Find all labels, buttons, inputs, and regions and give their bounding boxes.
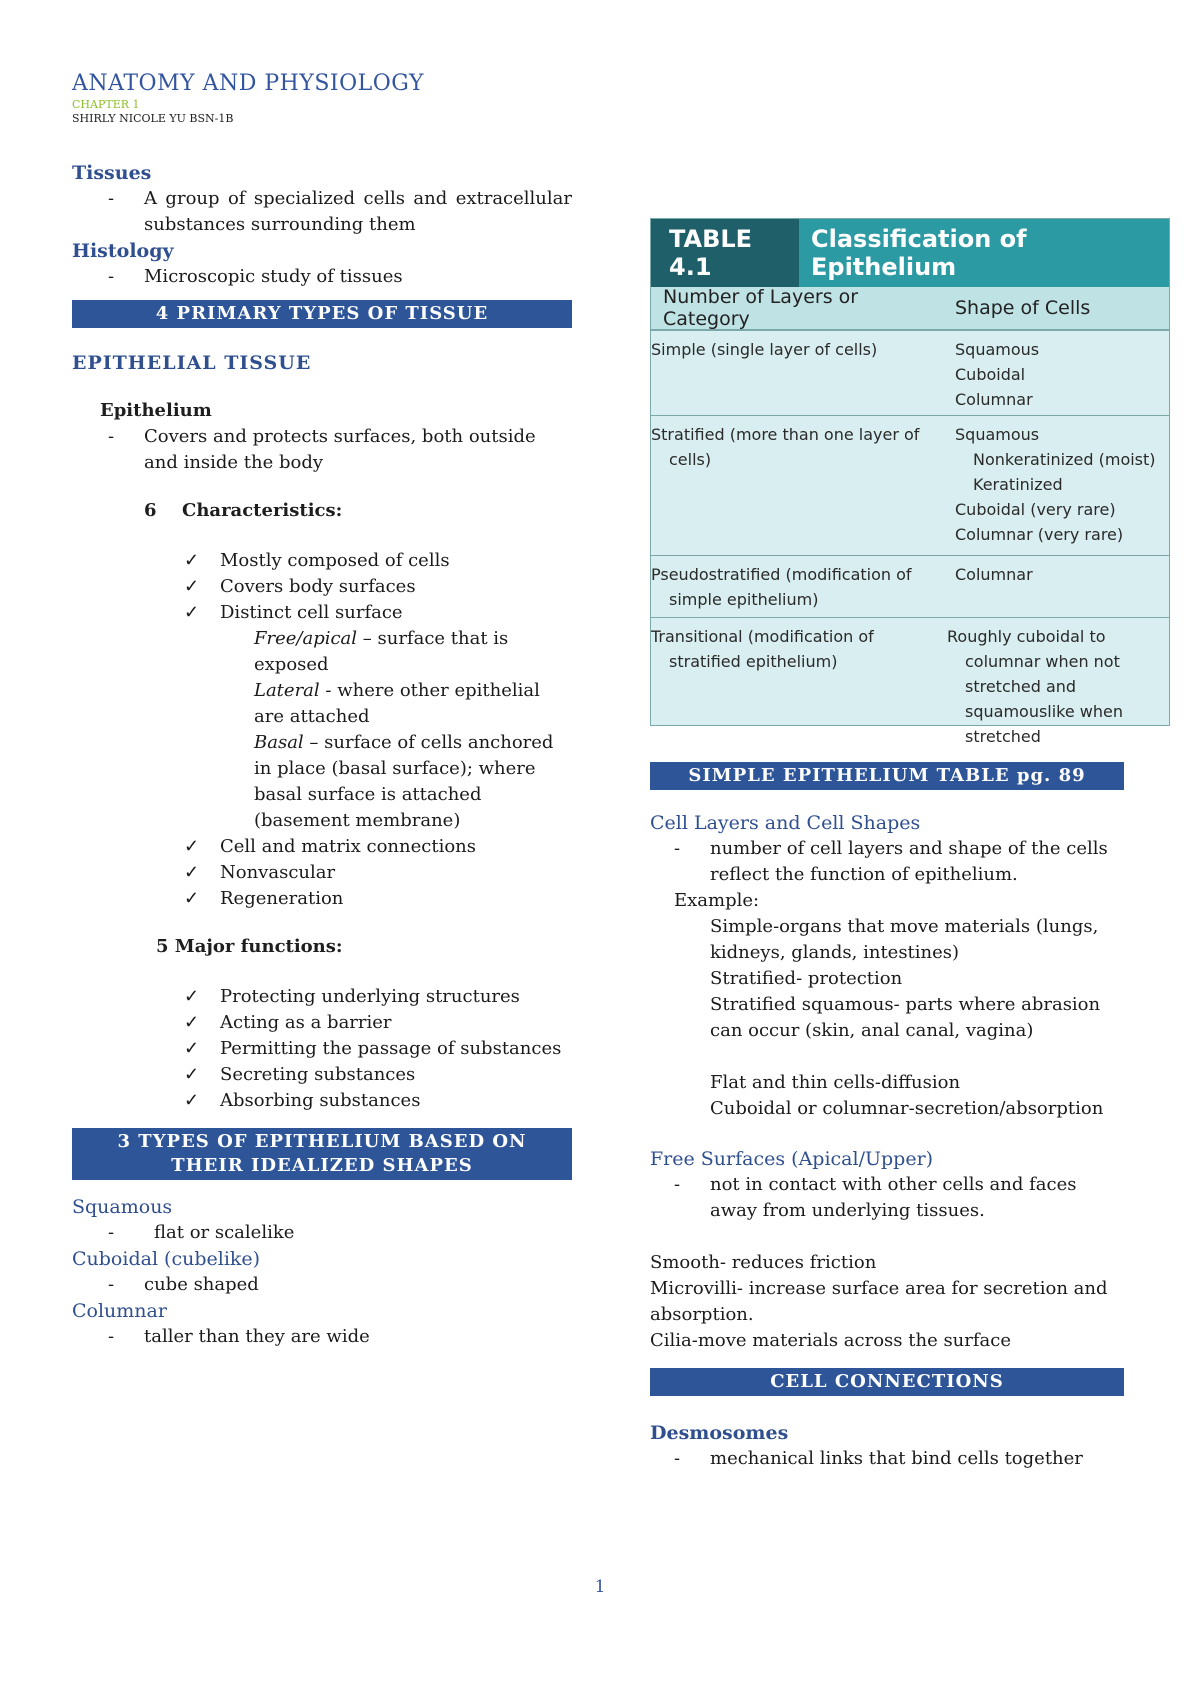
desmosomes-definition: - mechanical links that bind cells together xyxy=(674,1448,1083,1469)
table-row: Stratified (more than one layer of cells) Squamous Nonkeratinized (moist) Keratinized Cuboidal (very rare) Columnar (very rare) xyxy=(651,416,1169,556)
shape-columnar-desc: - taller than they are wide xyxy=(108,1326,370,1347)
tissues-definition: - A group of specialized cells and extracellular substances surrounding them xyxy=(108,188,572,235)
left-column xyxy=(72,70,572,1350)
shape-squamous-desc: - flat or scalelike xyxy=(108,1222,295,1243)
list-item: ✓ Secreting substances xyxy=(184,1064,416,1085)
list-item: ✓ Acting as a barrier xyxy=(184,1012,392,1033)
author-label: SHIRLY NICOLE YU BSN-1B xyxy=(72,112,234,125)
list-item: Simple-organs that move materials (lungs, kidneys, glands, intestines) xyxy=(710,916,1099,963)
surface-type-cilia: Cilia-move materials across the surface xyxy=(650,1330,1012,1351)
surface-type-smooth: Smooth- reduces friction xyxy=(650,1252,877,1273)
list-item: ✓ Cell and matrix connections xyxy=(184,836,476,857)
list-item: ✓ Absorbing substances xyxy=(184,1090,421,1111)
table-number: TABLE 4.1 xyxy=(651,219,799,287)
list-item: ✓ Covers body surfaces xyxy=(184,576,416,597)
surface-basal: Basal – surface of cells anchored in place (basal surface); where basal surface is attached (basement membrane) xyxy=(254,732,554,831)
banner-epithelium-shapes: 3 TYPES OF EPITHELIUM BASED ON THEIR IDEALIZED SHAPES xyxy=(72,1128,572,1180)
chapter-label: CHAPTER 1 xyxy=(72,98,140,111)
list-item: ✓ Regeneration xyxy=(184,888,344,909)
example-label: Example: xyxy=(674,890,760,911)
desmosomes-term: Desmosomes xyxy=(650,1422,789,1444)
banner-cell-connections: CELL CONNECTIONS xyxy=(650,1368,1124,1396)
table-header xyxy=(651,219,1169,287)
surface-type-microvilli: Microvilli- increase surface area for secretion and absorption. xyxy=(650,1278,1108,1325)
list-item: ✓ Mostly composed of cells xyxy=(184,550,450,571)
table-row: Transitional (modification of stratified epithelium) Roughly cuboidal to columnar when not stretched and squamouslike when stretched xyxy=(651,618,1169,725)
surface-lateral: Lateral - where other epithelial are attached xyxy=(254,680,540,727)
histology-term: Histology xyxy=(72,240,174,262)
table-row: Pseudostratified (modification of simple epithelium) Columnar xyxy=(651,556,1169,618)
shape-cuboidal-desc: - cube shaped xyxy=(108,1274,259,1295)
document-title: ANATOMY AND PHYSIOLOGY xyxy=(72,71,425,96)
functions-list xyxy=(72,984,572,1114)
banner-simple-epithelium: SIMPLE EPITHELIUM TABLE pg. 89 xyxy=(650,762,1124,790)
classification-table xyxy=(650,218,1170,746)
table-row: Simple (single layer of cells) Squamous Cuboidal Columnar xyxy=(651,331,1169,416)
list-item: ✓ Permitting the passage of substances xyxy=(184,1038,562,1059)
epithelium-definition: - Covers and protects surfaces, both outside and inside the body xyxy=(108,426,536,473)
right-column xyxy=(650,762,1124,1472)
table-column-headers xyxy=(651,287,1169,331)
tissues-term: Tissues xyxy=(72,162,152,184)
functions-heading: 5 Major functions: xyxy=(156,936,343,957)
surface-free-apical: Free/apical – surface that is exposed xyxy=(254,628,509,675)
free-surfaces-heading: Free Surfaces (Apical/Upper) xyxy=(650,1148,934,1170)
table-title: Classification of Epithelium xyxy=(799,219,1169,287)
list-item: ✓ Protecting underlying structures xyxy=(184,986,520,1007)
characteristics-list xyxy=(72,548,572,912)
examples-list xyxy=(650,914,1124,1122)
cell-layers-heading: Cell Layers and Cell Shapes xyxy=(650,812,921,834)
histology-definition: - Microscopic study of tissues xyxy=(108,266,403,287)
list-item: ✓ Distinct cell surface xyxy=(184,602,403,623)
characteristics-heading: 6 Characteristics: xyxy=(144,500,343,521)
list-item: Stratified- protection xyxy=(710,968,903,989)
list-item: Cuboidal or columnar-secretion/absorption xyxy=(710,1098,1104,1119)
list-item: Stratified squamous- parts where abrasion can occur (skin, anal canal, vagina) xyxy=(710,994,1101,1041)
shape-columnar: Columnar xyxy=(72,1300,167,1322)
epithelial-tissue-heading: EPITHELIAL TISSUE xyxy=(72,352,312,374)
column-header-category: Number of Layers or Category xyxy=(663,286,859,330)
page-number: 1 xyxy=(594,1577,606,1597)
epithelium-term: Epithelium xyxy=(100,400,212,421)
banner-primary-tissue-types: 4 PRIMARY TYPES OF TISSUE xyxy=(72,300,572,328)
shape-cuboidal: Cuboidal (cubelike) xyxy=(72,1248,261,1270)
shape-squamous: Squamous xyxy=(72,1196,173,1218)
list-item: Flat and thin cells-diffusion xyxy=(710,1072,961,1093)
free-surfaces-definition: - not in contact with other cells and faces away from underlying tissues. xyxy=(674,1174,1077,1221)
column-header-shape: Shape of Cells xyxy=(955,297,1091,319)
cell-layers-definition: - number of cell layers and shape of the cells reflect the function of epithelium. xyxy=(674,838,1108,885)
list-item: ✓ Nonvascular xyxy=(184,862,336,883)
